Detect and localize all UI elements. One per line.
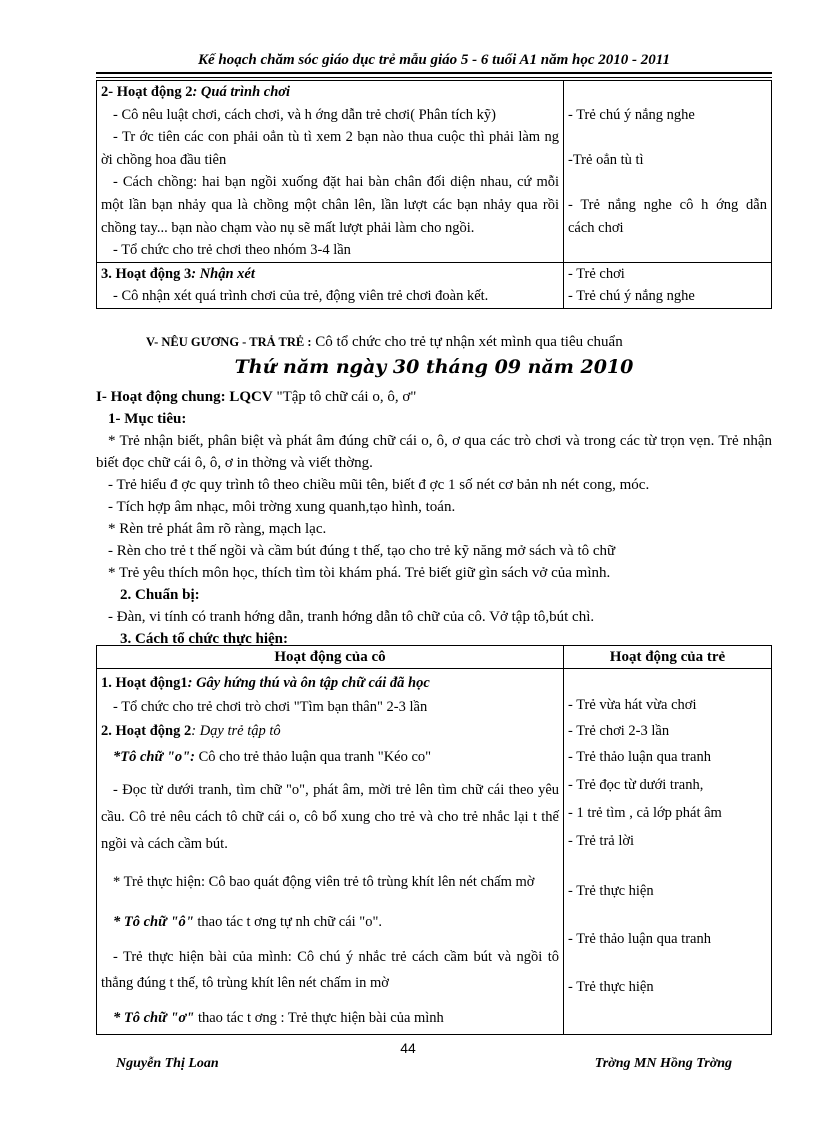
goal-item: - Trẻ hiểu đ ợc quy trình tô theo chiều mũi tên, biết đ ợc 1 số nét cơ bản nh nét cong, móc. xyxy=(108,477,650,493)
activity-table-1: 2- Hoạt động 2: Quá trình chơi - Cô nêu luật chơi, cách chơi, và h ớng dẫn trẻ chơi( Phân tích kỹ) - Tr ớc tiên các con phải oẳn tù tì xem 2 bạn nào thua cuộc thì phải làm ng ời chồng hoa đầu tiên - Cách chồng: hai bạn ngồi xuống đặt hai bàn chân đối diện nhau, cứ mỗi một lần bạn nhảy qua là chồng một chân lên, lần lượt các bạn nhảy qua rồi chồng tay... bạn nào chạm vào nụ sẽ mất lượt phải làm cho ngồi. - Tổ chức cho trẻ chơi theo nhóm 3-4 lần - Trẻ chú ý nắng nghe -Trẻ oẳn tù tì - Trẻ nắng nghe cô h ớng dẫn cách chơi 3. Hoạt động 3: Nhận xét - Cô nhận xét quá trình chơi của trẻ, động viên trẻ chơi đoàn kết. - Trẻ chơi - Trẻ chú ý nắng nghe xyxy=(96,80,772,309)
prep-title: 2. Chuẩn bị: xyxy=(120,587,200,603)
day-title: Thứ năm ngày 30 tháng 09 năm 2010 xyxy=(234,356,634,378)
table1-teacher-column: 2- Hoạt động 2: Quá trình chơi - Cô nêu luật chơi, cách chơi, và h ớng dẫn trẻ chơi( Phân tích kỹ) - Tr ớc tiên các con phải oẳn tù tì xem 2 bạn nào thua cuộc thì phải làm ng ời chồng hoa đầu tiên - Cách chồng: hai bạn ngồi xuống đặt hai bàn chân đối diện nhau, cứ mỗi một lần bạn nhảy qua là chồng một chân lên, lần lượt các bạn nhảy qua rồi chồng tay... bạn nào chạm vào nụ sẽ mất lượt phải làm cho ngồi. - Tổ chức cho trẻ chơi theo nhóm 3-4 lần xyxy=(97,81,564,263)
goals-title: 1- Mục tiêu: xyxy=(108,411,187,427)
page-header: Kế hoạch chăm sóc giáo dục trẻ mẫu giáo 5 - 6 tuổi A1 năm học 2010 - 2011 xyxy=(96,52,772,74)
activity-2-heading: 2- Hoạt động 2 xyxy=(101,84,193,100)
child-column-header: Hoạt động của trẻ xyxy=(564,646,772,669)
text-line: - Trẻ thảo luận qua tranh xyxy=(568,749,711,765)
activity-1-heading: 1. Hoạt động1 xyxy=(101,675,188,691)
footer-author: Nguyễn Thị Loan xyxy=(116,1056,219,1071)
table1-child-column xyxy=(564,81,772,263)
activity-3-heading: 3. Hoạt động 3 xyxy=(101,265,192,282)
text-line: - Trẻ chơi xyxy=(568,265,625,282)
goal-item: - Rèn cho trẻ t thế ngồi và cầm bút đúng t thế, tạo cho trẻ kỹ năng mở sách và tô chữ xyxy=(108,543,616,559)
lesson-content: I- Hoạt động chung: LQCV "Tập tô chữ cái o, ô, ơ" 1- Mục tiêu: * Trẻ nhận biết, phân biệt và phát âm đúng chữ cái o, ô, ơ qua các trò chơi và trong các từ trọn vẹn. Trẻ nhận biết đọc chữ cái ô, ô, ơ in thờng và viết thờng. - Trẻ hiểu đ ợc quy trình tô theo chiều mũi tên, biết đ ợc 1 số nét cơ bản nh nét cong, móc. - Tích hợp âm nhạc, môi trờng xung quanh,tạo hình, toán. * Rèn trẻ phát âm rõ ràng, mạch lạc. - Rèn cho trẻ t thế ngồi và cầm bút đúng t thế, tạo cho trẻ kỹ năng mở sách và tô chữ * Trẻ yêu thích môn học, thích tìm tòi khám phá. Trẻ biết giữ gìn sách vở của mình. 2. Chuẩn bị: - Đàn, vi tính có tranh hớng dẫn, tranh hớng dẫn tô chữ của cô. Vở tập tô,bút chì. 3. Cách tổ chức thực hiện: xyxy=(96,386,772,650)
text-line: - Cô nêu luật chơi, cách chơi, và h ớng dẫn trẻ chơi( Phân tích kỹ) xyxy=(113,106,496,123)
section-5: V- NÊU GƯƠNG - TRẢ TRẺ : Cô tổ chức cho trẻ tự nhận xét mình qua tiêu chuẩn xyxy=(146,334,623,350)
text-line: - Trẻ vừa hát vừa chơi xyxy=(568,697,697,713)
text-line: - Trẻ chú ý nắng nghe xyxy=(568,288,695,305)
text-line: - Đọc từ dưới tranh, tìm chữ "o", phát âm, mời trẻ lên tìm chữ cái theo yêu cầu. Cô trẻ nêu cách tô chữ cái o, cô bổ xung cho trẻ và cho trẻ nhắc lại t thế ngồi và cách cầm bút. xyxy=(101,782,559,852)
activity-label: I- Hoạt động chung: LQCV xyxy=(96,389,273,405)
footer-school: Trờng MN Hồng Trờng xyxy=(594,1056,732,1071)
text-line: * Trẻ thực hiện: Cô bao quát động viên trẻ tô trùng khít lên nét chấm mờ xyxy=(113,874,535,890)
text-line: - Trẻ chơi 2-3 lần xyxy=(568,723,670,739)
text-line: - Cô nhận xét quá trình chơi của trẻ, động viên trẻ chơi đoàn kết. xyxy=(113,288,489,305)
text-line: - 1 trẻ tìm , cả lớp phát âm xyxy=(568,805,722,821)
text-line: - Tổ chức cho trẻ chơi trò chơi "Tìm bạn thân" 2-3 lần xyxy=(113,699,428,715)
text-line: -Trẻ oẳn tù tì xyxy=(568,151,644,168)
teacher-column-header: Hoạt động của cô xyxy=(97,646,564,669)
prep-text: - Đàn, vi tính có tranh hớng dẫn, tranh hớng dẫn tô chữ của cô. Vở tập tô,bút chì. xyxy=(108,609,595,625)
goal-item: * Trẻ nhận biết, phân biệt và phát âm đúng chữ cái o, ô, ơ qua các trò chơi và trong các từ trọn vẹn. Trẻ nhận biết đọc chữ cái ô, ô, ơ in thờng và viết thờng. xyxy=(96,433,772,471)
goal-item: - Tích hợp âm nhạc, môi trờng xung quanh,tạo hình, toán. xyxy=(108,499,456,515)
text-line: - Tr ớc tiên các con phải oẳn tù tì xem 2 bạn nào thua cuộc thì phải làm ng ời chồng hoa đầu tiên xyxy=(101,129,559,168)
text-line: - Trẻ trả lời xyxy=(568,833,635,849)
text-line: - Trẻ thực hiện bài của mình: Cô chú ý nhắc trẻ cách cầm bút và ngồi tô thẳng đúng t thế, tô trùng khít lên nét chấm in mờ xyxy=(101,949,559,991)
text-line: - Trẻ nắng nghe cô h ớng dẫn cách chơi xyxy=(568,196,767,236)
text-line: - Trẻ chú ý nắng nghe xyxy=(568,106,695,123)
text-line: - Trẻ đọc từ dưới tranh, xyxy=(568,777,704,793)
goal-item: * Trẻ yêu thích môn học, thích tìm tòi khám phá. Trẻ biết giữ gìn sách vở của mình. xyxy=(108,565,611,581)
page-number: 44 xyxy=(400,1040,416,1056)
text-line: - Cách chồng: hai bạn ngồi xuống đặt hai bàn chân đối diện nhau, cứ mỗi một lần bạn nhảy qua là chồng một chân lên, lần lượt các bạn nhảy qua rồi chồng tay... bạn nào chạm vào nụ sẽ mất lượt phải làm cho ngồi. xyxy=(101,174,559,236)
goal-item: * Rèn trẻ phát âm rõ ràng, mạch lạc. xyxy=(108,521,327,537)
text-line: - Trẻ thảo luận qua tranh xyxy=(568,931,711,947)
text-line: - Trẻ thực hiện xyxy=(568,979,654,995)
org-title: 3. Cách tổ chức thực hiện: xyxy=(120,631,288,647)
activity-2-heading: 2. Hoạt động 2 xyxy=(101,723,192,739)
text-line: - Trẻ thực hiện xyxy=(568,883,654,899)
text-line: - Tổ chức cho trẻ chơi theo nhóm 3-4 lần xyxy=(113,242,351,259)
activity-table-2: Hoạt động của cô Hoạt động của trẻ 1. Hoạt động1: Gây hứng thú và ôn tập chữ cái đã học - Tổ chức cho trẻ chơi trò chơi "Tìm bạn thân" 2-3 lần 2. Hoạt động 2: Dạy trẻ tập tô *Tô chữ "o": Cô cho trẻ thảo luận qua tranh "Kéo co" - Đọc từ dưới tranh, tìm chữ "o", phát âm, mời trẻ lên tìm chữ cái theo yêu cầu. Cô trẻ nêu cách tô chữ cái o, cô bổ xung cho trẻ và cho trẻ nhắc lại t thế ngồi và cách cầm bút. * Trẻ thực hiện: Cô bao quát động viên trẻ tô trùng khít lên nét chấm mờ * Tô chữ "ô" thao tác t ơng tự nh chữ cái "o". - Trẻ thực hiện bài của mình: Cô chú ý nhắc trẻ cách cầm bút và ngồi tô thẳng đúng t thế, tô trùng khít lên nét chấm in mờ * Tô chữ "ơ" thao tác t ơng : Trẻ thực hiện bài của mình - Trẻ vừa hát vừa chơi - Trẻ chơi 2-3 lần - Trẻ thảo luận qua tranh - Trẻ đọc từ dưới tranh, - 1 trẻ tìm , cả lớp phát âm - Trẻ trả lời - Trẻ thực hiện - Trẻ thảo luận qua tranh - Trẻ thực hiện xyxy=(96,645,772,1035)
